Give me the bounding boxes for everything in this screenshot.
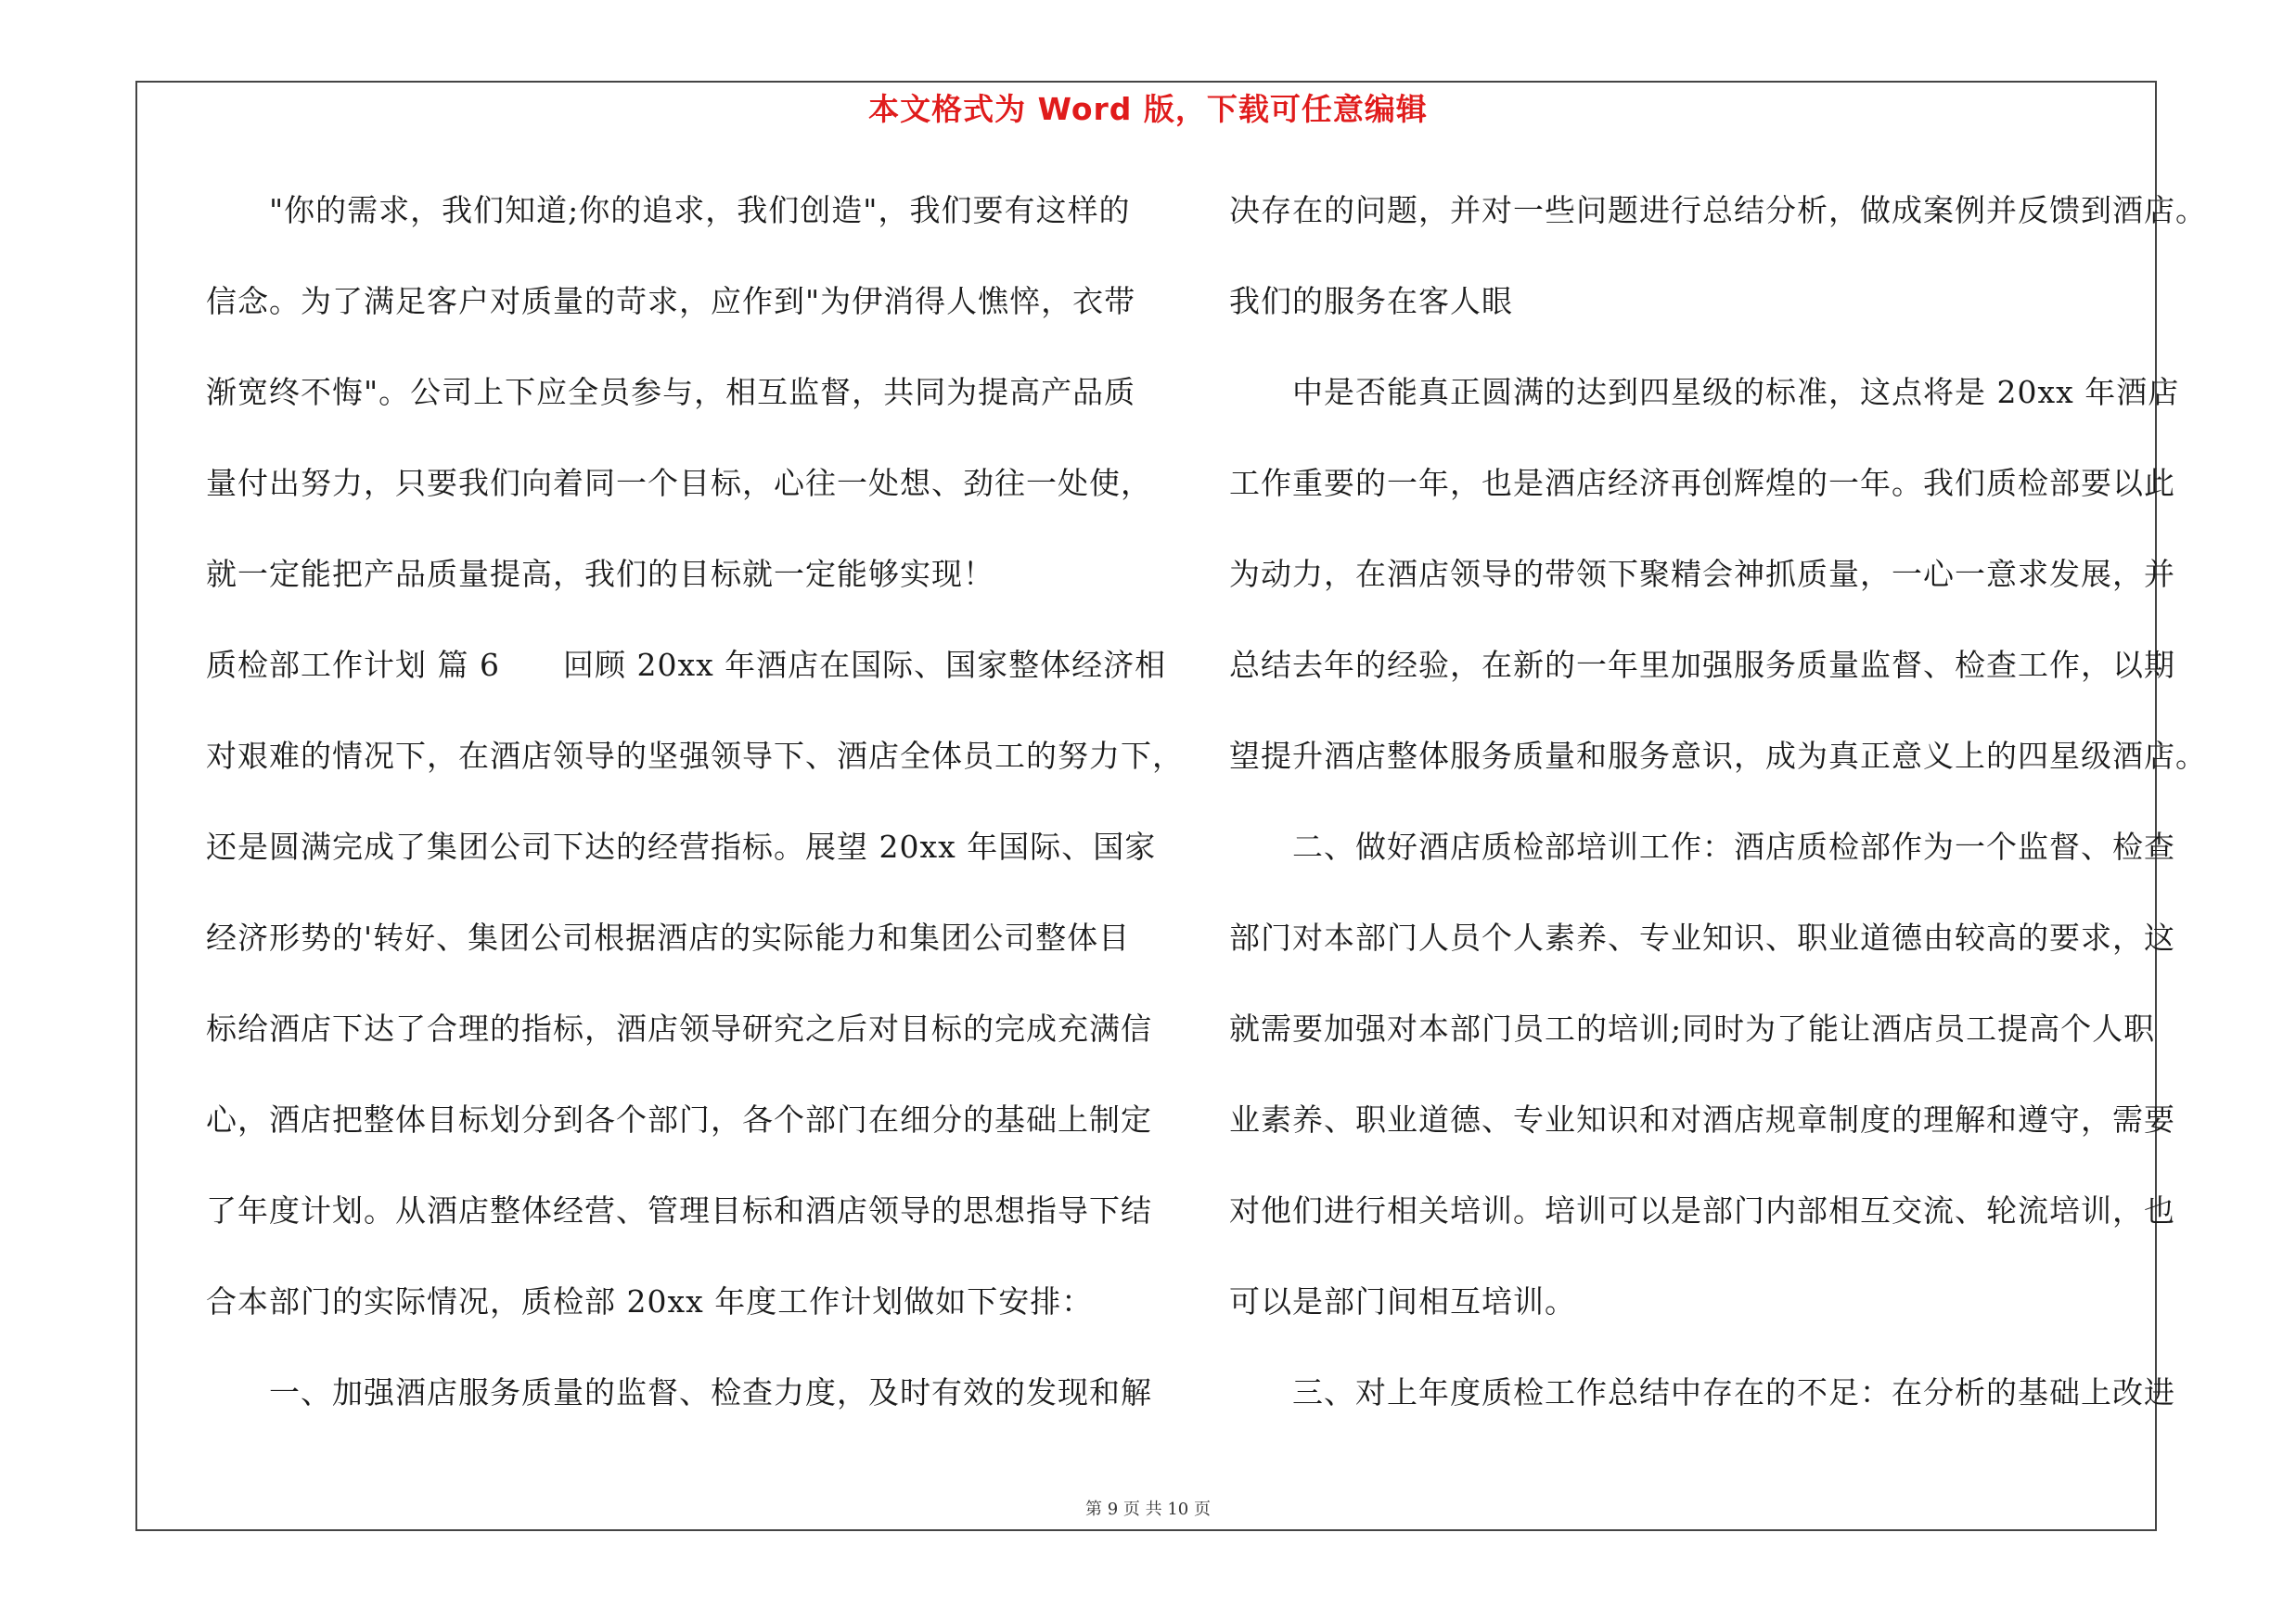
editable-format-banner: 本文格式为 Word 版，下载可任意编辑 (868, 91, 1428, 127)
left-column-line: 就一定能把产品质量提高，我们的目标就一定能够实现！ (206, 556, 994, 592)
right-column-line: 可以是部门间相互培训。 (1229, 1283, 1576, 1320)
left-column-line: 量付出努力，只要我们向着同一个目标，心往一处想、劲往一处使， (206, 465, 1152, 501)
right-column-line: 部门对本部门人员个人素养、专业知识、职业道德由较高的要求，这 (1229, 920, 2175, 956)
right-column-line: 决存在的问题，并对一些问题进行总结分析，做成案例并反馈到酒店。 (1229, 192, 2207, 228)
left-column-line: 渐宽终不悔"。公司上下应全员参与，相互监督，共同为提高产品质 (206, 374, 1136, 410)
right-column-line: 中是否能真正圆满的达到四星级的标准，这点将是 20xx 年酒店 (1229, 374, 2180, 410)
right-column-line: 三、对上年度质检工作总结中存在的不足：在分析的基础上改进 (1229, 1374, 2175, 1410)
left-column-line: 经济形势的'转好、集团公司根据酒店的实际能力和集团公司整体目 (206, 920, 1131, 956)
left-column-line: 了年度计划。从酒店整体经营、管理目标和酒店领导的思想指导下结 (206, 1192, 1152, 1229)
left-column-line: "你的需求，我们知道;你的追求，我们创造"，我们要有这样的 (206, 192, 1131, 228)
right-column-line: 对他们进行相关培训。培训可以是部门内部相互交流、轮流培训，也 (1229, 1192, 2175, 1229)
left-column-line: 对艰难的情况下，在酒店领导的坚强领导下、酒店全体员工的努力下， (206, 738, 1184, 774)
page-number-footer: 第 9 页 共 10 页 (1085, 1500, 1211, 1519)
left-column-line: 信念。为了满足客户对质量的苛求，应作到"为伊消得人憔悴，衣带 (206, 283, 1136, 319)
right-column-line: 总结去年的经验，在新的一年里加强服务质量监督、检查工作，以期 (1229, 647, 2175, 683)
right-column (1229, 181, 2207, 1454)
left-column-line: 质检部工作计划 篇 6 回顾 20xx 年酒店在国际、国家整体经济相 (206, 647, 1167, 683)
right-column-line: 望提升酒店整体服务质量和服务意识，成为真正意义上的四星级酒店。 (1229, 738, 2207, 774)
right-column-line: 工作重要的一年，也是酒店经济再创辉煌的一年。我们质检部要以此 (1229, 465, 2175, 501)
right-column-line: 就需要加强对本部门员工的培训;同时为了能让酒店员工提高个人职 (1229, 1011, 2156, 1047)
left-column-line: 还是圆满完成了集团公司下达的经营指标。展望 20xx 年国际、国家 (206, 829, 1157, 865)
left-column-line: 标给酒店下达了合理的指标，酒店领导研究之后对目标的完成充满信 (206, 1011, 1152, 1047)
right-column-line: 我们的服务在客人眼 (1229, 283, 1513, 319)
left-column-line: 合本部门的实际情况，质检部 20xx 年度工作计划做如下安排： (206, 1283, 1094, 1320)
left-column-line: 心，酒店把整体目标划分到各个部门，各个部门在细分的基础上制定 (206, 1101, 1152, 1138)
right-column-line: 业素养、职业道德、专业知识和对酒店规章制度的理解和遵守，需要 (1229, 1101, 2175, 1138)
right-column-line: 二、做好酒店质检部培训工作：酒店质检部作为一个监督、检查 (1229, 829, 2175, 865)
left-column-line: 一、加强酒店服务质量的监督、检查力度，及时有效的发现和解 (206, 1374, 1152, 1410)
left-column (206, 181, 1184, 1454)
right-column-line: 为动力，在酒店领导的带领下聚精会神抓质量，一心一意求发展，并 (1229, 556, 2175, 592)
